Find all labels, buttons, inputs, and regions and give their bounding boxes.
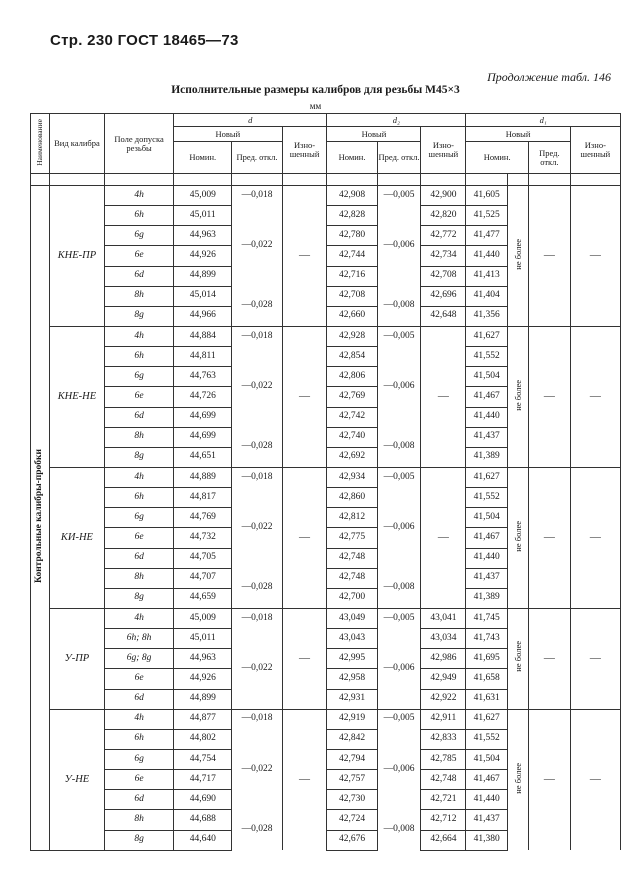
d-nominal-cell: 44,817 — [174, 488, 232, 508]
table-row — [31, 467, 621, 487]
tolerance-cell: 4h — [105, 186, 174, 206]
d-nominal-cell: 44,651 — [174, 447, 232, 467]
d-nominal-cell: 44,811 — [174, 347, 232, 367]
d1-nominal-cell: 41,627 — [466, 709, 508, 729]
d1-nominal-cell: 41,627 — [466, 326, 508, 346]
d1-nominal-cell: 41,467 — [466, 770, 508, 790]
d1-nominal-cell: 41,631 — [466, 689, 508, 709]
gauge-type-cell: КНЕ-НЕ — [49, 326, 104, 467]
d2-limit-cell: —0,006 — [377, 206, 421, 287]
d2-nominal-cell: 42,676 — [327, 830, 377, 850]
d-nominal-cell: 44,705 — [174, 548, 232, 568]
d1-nominal-cell: 41,440 — [466, 246, 508, 266]
d2-worn-cell: 42,785 — [421, 749, 466, 769]
d-nominal-cell: 44,889 — [174, 467, 232, 487]
not-more-cell-text: не более — [512, 520, 523, 552]
gauge-name-cell-text: Контрольные калибры-пробки — [33, 448, 44, 583]
tolerance-cell: 6d — [105, 407, 174, 427]
d2-nominal-cell: 42,730 — [327, 790, 377, 810]
d-nominal-cell: 44,659 — [174, 588, 232, 608]
d1-worn-cell: — — [570, 186, 620, 327]
d2-worn-cell: 42,900 — [421, 186, 466, 206]
d1-worn-cell: — — [570, 709, 620, 850]
tolerance-cell: 8g — [105, 830, 174, 850]
table-row — [31, 709, 621, 729]
d-nominal-cell: 44,899 — [174, 266, 232, 286]
tolerance-cell: 6e — [105, 246, 174, 266]
d1-nominal-cell: 41,437 — [466, 427, 508, 447]
not-more-cell — [508, 186, 529, 327]
d2-limit-cell: —0,008 — [377, 286, 421, 326]
d-limit-cell: —0,022 — [232, 488, 282, 569]
tolerance-cell: 6e — [105, 387, 174, 407]
d-nominal-cell: 44,966 — [174, 306, 232, 326]
d1-nominal-cell: 41,440 — [466, 548, 508, 568]
d1-limit-cell: — — [528, 709, 570, 850]
d-nominal-cell: 44,802 — [174, 729, 232, 749]
d2-nominal-cell: 42,775 — [327, 528, 377, 548]
tolerance-cell: 8g — [105, 588, 174, 608]
d1-limit-cell: — — [528, 326, 570, 467]
d1-worn-cell: — — [570, 467, 620, 608]
table-continuation-note: Продолжение табл. 146 — [487, 70, 611, 84]
d2-worn-cell: 42,708 — [421, 266, 466, 286]
d2-worn-cell: 42,664 — [421, 830, 466, 850]
d1-limit-cell: — — [528, 186, 570, 327]
d2-nominal-cell: 42,854 — [327, 347, 377, 367]
header-d-nominal: Номин. — [174, 142, 232, 174]
d1-nominal-cell: 41,413 — [466, 266, 508, 286]
d-nominal-cell: 45,009 — [174, 608, 232, 628]
gauge-type-cell: У-ПР — [49, 608, 104, 709]
d1-nominal-cell: 41,605 — [466, 186, 508, 206]
d-nominal-cell: 44,717 — [174, 770, 232, 790]
d2-nominal-cell: 42,716 — [327, 266, 377, 286]
d1-limit-cell: — — [528, 608, 570, 709]
d2-nominal-cell: 42,724 — [327, 810, 377, 830]
d-nominal-cell: 45,014 — [174, 286, 232, 306]
d1-nominal-cell: 41,404 — [466, 286, 508, 306]
page-header: Стр. 230 ГОСТ 18465—73 — [50, 32, 239, 49]
d2-worn-cell: 42,648 — [421, 306, 466, 326]
d2-limit-cell: —0,006 — [377, 488, 421, 569]
group-spacer — [508, 174, 529, 186]
group-spacer — [466, 174, 508, 186]
group-spacer — [570, 174, 620, 186]
d1-nominal-cell: 41,552 — [466, 729, 508, 749]
tolerance-cell: 6e — [105, 669, 174, 689]
d2-nominal-cell: 42,934 — [327, 467, 377, 487]
d1-nominal-cell: 41,504 — [466, 749, 508, 769]
d-nominal-cell: 44,884 — [174, 326, 232, 346]
d2-nominal-cell: 42,748 — [327, 568, 377, 588]
d2-limit-cell: —0,006 — [377, 729, 421, 810]
group-spacer — [327, 174, 377, 186]
header-d1-new: Новый — [466, 127, 570, 142]
not-more-cell-text: не более — [512, 379, 523, 411]
group-spacer — [528, 174, 570, 186]
d2-limit-cell: —0,005 — [377, 709, 421, 729]
d2-worn-cell: — — [421, 326, 466, 467]
d-limit-cell: —0,022 — [232, 206, 282, 287]
d2-nominal-cell: 42,828 — [327, 206, 377, 226]
group-spacer — [31, 174, 50, 186]
d2-nominal-cell: 42,928 — [327, 326, 377, 346]
header-d-worn: Изно-шенный — [282, 127, 327, 174]
d2-limit-cell: —0,008 — [377, 810, 421, 850]
tolerance-cell: 8h — [105, 286, 174, 306]
d-nominal-cell: 45,011 — [174, 629, 232, 649]
d-nominal-cell: 44,963 — [174, 226, 232, 246]
d-limit-cell: —0,018 — [232, 608, 282, 628]
group-spacer — [105, 174, 174, 186]
tolerance-cell: 8g — [105, 306, 174, 326]
d1-nominal-cell: 41,745 — [466, 608, 508, 628]
d2-worn-cell: 42,922 — [421, 689, 466, 709]
d2-limit-cell: —0,005 — [377, 608, 421, 628]
d2-limit-cell: —0,008 — [377, 427, 421, 467]
d-nominal-cell: 44,640 — [174, 830, 232, 850]
d1-nominal-cell: 41,440 — [466, 790, 508, 810]
d-worn-cell: — — [282, 467, 327, 608]
d1-nominal-cell: 41,356 — [466, 306, 508, 326]
header-d2-new: Новый — [327, 127, 421, 142]
d1-nominal-cell: 41,380 — [466, 830, 508, 850]
d2-nominal-cell: 42,919 — [327, 709, 377, 729]
d2-worn-cell: 42,712 — [421, 810, 466, 830]
d-limit-cell: —0,028 — [232, 286, 282, 326]
d2-nominal-cell: 42,958 — [327, 669, 377, 689]
d-nominal-cell: 44,688 — [174, 810, 232, 830]
d-worn-cell: — — [282, 608, 327, 709]
d2-nominal-cell: 42,708 — [327, 286, 377, 306]
tolerance-cell: 6h — [105, 206, 174, 226]
table-header — [31, 114, 621, 186]
tolerance-cell: 4h — [105, 326, 174, 346]
table-row — [31, 608, 621, 628]
d-limit-cell: —0,028 — [232, 810, 282, 850]
d1-nominal-cell: 41,437 — [466, 568, 508, 588]
d1-nominal-cell: 41,695 — [466, 649, 508, 669]
d2-worn-cell: — — [421, 467, 466, 608]
header-name: Наименование — [31, 114, 50, 174]
d-worn-cell: — — [282, 709, 327, 850]
d2-worn-cell: 42,949 — [421, 669, 466, 689]
unit-label: мм — [309, 101, 322, 111]
gauge-type-cell: У-НЕ — [49, 709, 104, 850]
d2-nominal-cell: 42,995 — [327, 649, 377, 669]
not-more-cell-text: не более — [512, 238, 523, 270]
table-row — [31, 186, 621, 206]
d-nominal-cell: 44,726 — [174, 387, 232, 407]
d2-nominal-cell: 42,842 — [327, 729, 377, 749]
not-more-cell-text: не более — [512, 762, 523, 794]
group-spacer — [49, 174, 104, 186]
d2-worn-cell: 42,820 — [421, 206, 466, 226]
d-limit-cell: —0,018 — [232, 326, 282, 346]
d2-nominal-cell: 43,043 — [327, 629, 377, 649]
d-nominal-cell: 44,963 — [174, 649, 232, 669]
d1-nominal-cell: 41,504 — [466, 508, 508, 528]
d1-worn-cell: — — [570, 608, 620, 709]
tolerance-cell: 6h — [105, 488, 174, 508]
d-nominal-cell: 44,926 — [174, 246, 232, 266]
d-limit-cell: —0,028 — [232, 427, 282, 467]
d2-limit-cell: —0,008 — [377, 568, 421, 608]
d1-nominal-cell: 41,658 — [466, 669, 508, 689]
d2-nominal-cell: 42,742 — [327, 407, 377, 427]
d2-nominal-cell: 42,757 — [327, 770, 377, 790]
d-nominal-cell: 44,763 — [174, 367, 232, 387]
d-nominal-cell: 44,690 — [174, 790, 232, 810]
d-limit-cell: —0,022 — [232, 729, 282, 810]
tolerance-cell: 6g — [105, 749, 174, 769]
d-nominal-cell: 44,699 — [174, 427, 232, 447]
tolerance-cell: 8h — [105, 568, 174, 588]
d1-nominal-cell: 41,467 — [466, 387, 508, 407]
d2-nominal-cell: 43,049 — [327, 608, 377, 628]
d-limit-cell: —0,028 — [232, 568, 282, 608]
group-spacer — [421, 174, 466, 186]
not-more-cell-text: не более — [512, 641, 523, 673]
tolerance-cell: 6d — [105, 790, 174, 810]
header-d1-limit: Пред. откл. — [528, 142, 570, 174]
d2-nominal-cell: 42,769 — [327, 387, 377, 407]
d1-nominal-cell: 41,627 — [466, 467, 508, 487]
table-caption: Исполнительные размеры калибров для резьбы М45×3 — [171, 84, 460, 96]
not-more-cell — [508, 608, 529, 709]
d2-nominal-cell: 42,700 — [327, 588, 377, 608]
d2-nominal-cell: 42,931 — [327, 689, 377, 709]
d2-worn-cell: 42,721 — [421, 790, 466, 810]
d-nominal-cell: 44,707 — [174, 568, 232, 588]
tolerance-cell: 6h — [105, 729, 174, 749]
tolerance-cell: 4h — [105, 467, 174, 487]
group-spacer — [232, 174, 282, 186]
d-nominal-cell: 45,011 — [174, 206, 232, 226]
d2-limit-cell: —0,006 — [377, 347, 421, 428]
d2-limit-cell: —0,005 — [377, 186, 421, 206]
d2-worn-cell: 42,833 — [421, 729, 466, 749]
d2-nominal-cell: 42,660 — [327, 306, 377, 326]
not-more-cell — [508, 467, 529, 608]
d2-nominal-cell: 42,860 — [327, 488, 377, 508]
tolerance-cell: 6g — [105, 226, 174, 246]
d2-nominal-cell: 42,794 — [327, 749, 377, 769]
d1-nominal-cell: 41,440 — [466, 407, 508, 427]
d2-nominal-cell: 42,740 — [327, 427, 377, 447]
d-limit-cell: —0,018 — [232, 186, 282, 206]
group-spacer — [377, 174, 421, 186]
d2-worn-cell: 43,034 — [421, 629, 466, 649]
d2-nominal-cell: 42,806 — [327, 367, 377, 387]
d-limit-cell: —0,022 — [232, 629, 282, 710]
header-d: d — [174, 114, 327, 127]
d2-worn-cell: 42,911 — [421, 709, 466, 729]
group-spacer — [282, 174, 327, 186]
d1-nominal-cell: 41,743 — [466, 629, 508, 649]
d2-nominal-cell: 42,812 — [327, 508, 377, 528]
d1-nominal-cell: 41,389 — [466, 588, 508, 608]
tolerance-cell: 6g — [105, 367, 174, 387]
d-nominal-cell: 44,926 — [174, 669, 232, 689]
tolerance-cell: 6h; 8h — [105, 629, 174, 649]
d2-worn-cell: 42,772 — [421, 226, 466, 246]
header-d2: d₂ — [327, 114, 466, 127]
tolerance-cell: 8g — [105, 447, 174, 467]
tolerance-cell: 6h — [105, 347, 174, 367]
gauge-dimensions-table — [30, 113, 621, 851]
d1-nominal-cell: 41,437 — [466, 810, 508, 830]
d-nominal-cell: 44,769 — [174, 508, 232, 528]
tolerance-cell: 6g — [105, 508, 174, 528]
d1-nominal-cell: 41,389 — [466, 447, 508, 467]
d1-nominal-cell: 41,477 — [466, 226, 508, 246]
d2-worn-cell: 42,696 — [421, 286, 466, 306]
gauge-name-cell — [31, 186, 50, 851]
header-d1-worn: Изно-шенный — [570, 127, 620, 174]
tolerance-cell: 6e — [105, 770, 174, 790]
d2-worn-cell: 42,986 — [421, 649, 466, 669]
d-limit-cell: —0,018 — [232, 709, 282, 729]
d-worn-cell: — — [282, 326, 327, 467]
d2-nominal-cell: 42,780 — [327, 226, 377, 246]
d1-nominal-cell: 41,552 — [466, 488, 508, 508]
d2-worn-cell: 42,734 — [421, 246, 466, 266]
tolerance-cell: 6d — [105, 548, 174, 568]
tolerance-cell: 6d — [105, 689, 174, 709]
tolerance-cell: 6d — [105, 266, 174, 286]
d2-worn-cell: 42,748 — [421, 770, 466, 790]
d-nominal-cell: 44,699 — [174, 407, 232, 427]
header-d-limit: Пред. откл. — [232, 142, 282, 174]
d-worn-cell: — — [282, 186, 327, 327]
d1-worn-cell: — — [570, 326, 620, 467]
d1-nominal-cell: 41,467 — [466, 528, 508, 548]
d2-limit-cell: —0,005 — [377, 326, 421, 346]
d1-limit-cell: — — [528, 467, 570, 608]
header-d-new: Новый — [174, 127, 283, 142]
d1-nominal-cell: 41,552 — [466, 347, 508, 367]
tolerance-cell: 8h — [105, 427, 174, 447]
d2-limit-cell: —0,005 — [377, 467, 421, 487]
header-tolerance: Поле допуска резьбы — [105, 114, 174, 174]
header-d2-nominal: Номин. — [327, 142, 377, 174]
gauge-type-cell: КНЕ-ПР — [49, 186, 104, 327]
table-row — [31, 326, 621, 346]
header-d1: d₁ — [466, 114, 621, 127]
tolerance-cell: 8h — [105, 810, 174, 830]
d2-nominal-cell: 42,744 — [327, 246, 377, 266]
tolerance-cell: 4h — [105, 608, 174, 628]
d-limit-cell: —0,018 — [232, 467, 282, 487]
d-nominal-cell: 44,899 — [174, 689, 232, 709]
d2-worn-cell: 43,041 — [421, 608, 466, 628]
gauge-type-cell: КИ-НЕ — [49, 467, 104, 608]
d-nominal-cell: 44,754 — [174, 749, 232, 769]
d-limit-cell: —0,022 — [232, 347, 282, 428]
d1-nominal-cell: 41,525 — [466, 206, 508, 226]
header-d2-worn: Изно-шенный — [421, 127, 466, 174]
table-body — [31, 186, 621, 851]
group-spacer — [174, 174, 232, 186]
d-nominal-cell: 44,732 — [174, 528, 232, 548]
d1-nominal-cell: 41,504 — [466, 367, 508, 387]
header-type: Вид калибра — [49, 114, 104, 174]
not-more-cell — [508, 709, 529, 850]
d2-nominal-cell: 42,692 — [327, 447, 377, 467]
tolerance-cell: 6g; 8g — [105, 649, 174, 669]
header-d1-nominal: Номин. — [466, 142, 529, 174]
tolerance-cell: 6e — [105, 528, 174, 548]
d-nominal-cell: 45,009 — [174, 186, 232, 206]
d-nominal-cell: 44,877 — [174, 709, 232, 729]
d2-limit-cell: —0,006 — [377, 629, 421, 710]
d2-nominal-cell: 42,748 — [327, 548, 377, 568]
tolerance-cell: 4h — [105, 709, 174, 729]
d2-nominal-cell: 42,908 — [327, 186, 377, 206]
header-d2-limit: Пред. откл. — [377, 142, 421, 174]
not-more-cell — [508, 326, 529, 467]
